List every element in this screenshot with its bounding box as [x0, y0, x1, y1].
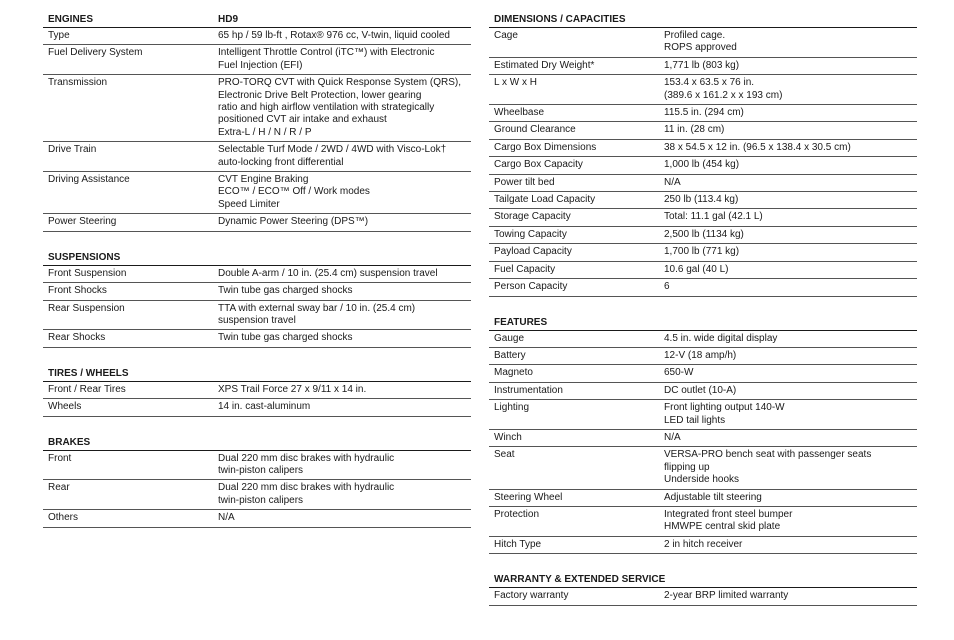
spec-label: Magneto [494, 367, 533, 379]
section-title: ENGINES [48, 14, 94, 25]
spec-value: 1,771 lb (803 kg) [664, 59, 740, 71]
spec-row [43, 480, 471, 510]
spec-label: Steering Wheel [494, 491, 563, 503]
spec-label: Driving Assistance [48, 174, 130, 186]
spec-value: Total: 11.1 gal (42.1 L) [664, 211, 763, 223]
spec-row [489, 58, 917, 75]
spec-value: N/A [664, 431, 681, 443]
spec-value: 65 hp / 59 lb-ft , Rotax® 976 cc, V-twin, liquid cooled [218, 30, 450, 41]
spec-row [489, 75, 917, 105]
spec-label: Front / Rear Tires [48, 383, 126, 395]
spec-row [489, 348, 917, 365]
section-features [489, 313, 917, 555]
spec-label: L x W x H [494, 77, 537, 89]
spec-value: Adjustable tilt steering [664, 491, 762, 503]
spec-label: Instrumentation [494, 384, 563, 396]
spec-label: Front Shocks [48, 285, 107, 297]
spec-value: Selectable Turf Mode / 2WD / 4WD with Visco-Lok† auto-locking front differential [218, 144, 447, 168]
spec-label: Tailgate Load Capacity [494, 194, 596, 206]
spec-value: N/A [218, 512, 235, 524]
spec-row [43, 75, 471, 142]
section-header [489, 570, 917, 588]
section-header [43, 248, 471, 266]
spec-label: Cargo Box Capacity [494, 159, 583, 171]
spec-label: Transmission [48, 77, 108, 89]
section-header [43, 433, 471, 451]
spec-row [489, 157, 917, 174]
spec-label: Towing Capacity [494, 228, 567, 240]
spec-value: Twin tube gas charged shocks [218, 332, 353, 344]
spec-value: 115.5 in. (294 cm) [664, 107, 744, 119]
spec-row [43, 142, 471, 172]
spec-row [489, 490, 917, 507]
spec-value: CVT Engine Braking ECO™ / ECO™ Off / Work modes Speed Limiter [218, 174, 370, 210]
spec-row [489, 209, 917, 226]
spec-label: Power tilt bed [494, 176, 555, 188]
spec-value: TTA with external sway bar / 10 in. (25.4 cm) suspension travel [218, 302, 416, 326]
spec-label: Estimated Dry Weight* [494, 59, 595, 71]
spec-value: 12-V (18 amp/h) [664, 349, 737, 361]
spec-label: Hitch Type [494, 538, 542, 550]
section-engines [43, 10, 471, 232]
spec-value: Profiled cage. ROPS approved [664, 30, 737, 54]
spec-row [43, 283, 471, 300]
spec-value: Integrated front steel bumper HMWPE central skid plate [664, 508, 793, 533]
spec-label: Rear Suspension [48, 302, 125, 314]
spec-row [489, 140, 917, 157]
spec-label: Front [48, 452, 72, 464]
spec-value: Twin tube gas charged shocks [218, 285, 353, 297]
spec-row [489, 105, 917, 122]
section-header [489, 313, 917, 331]
spec-value: 650-W [664, 367, 694, 379]
section-title: DIMENSIONS / CAPACITIES [494, 14, 626, 25]
spec-value: Front lighting output 140-W LED tail lights [664, 402, 785, 426]
spec-row [489, 28, 917, 58]
right-spec-column [489, 10, 917, 622]
spec-value: 10.6 gal (40 L) [664, 263, 729, 275]
section-title: TIRES / WHEELS [48, 367, 129, 379]
spec-label: Seat [494, 449, 515, 461]
spec-value: Double A-arm / 10 in. (25.4 cm) suspension travel [218, 267, 438, 279]
spec-value: N/A [664, 176, 681, 188]
spec-row [489, 192, 917, 209]
spec-row [489, 430, 917, 447]
spec-row [489, 244, 917, 261]
spec-value: 1,700 lb (771 kg) [664, 246, 740, 258]
spec-label: Wheelbase [494, 107, 545, 119]
spec-row [489, 400, 917, 430]
model-name: HD9 [218, 14, 239, 25]
spec-value: 6 [664, 281, 670, 293]
spec-value: 11 in. (28 cm) [664, 124, 725, 136]
section-title: WARRANTY & EXTENDED SERVICE [494, 574, 666, 586]
spec-row [489, 447, 917, 489]
section-header [43, 10, 471, 28]
spec-value: 250 lb (113.4 kg) [664, 194, 739, 206]
spec-value: 38 x 54.5 x 12 in. (96.5 x 138.4 x 30.5 cm) [664, 141, 851, 153]
spec-label: Rear [48, 482, 70, 494]
spec-value: 2,500 lb (1134 kg) [664, 228, 744, 240]
spec-row [489, 507, 917, 537]
spec-label: Wheels [48, 401, 82, 413]
spec-value: 2 in hitch receiver [664, 538, 743, 550]
spec-label: Factory warranty [494, 590, 569, 602]
spec-value: 1,000 lb (454 kg) [664, 159, 740, 171]
spec-row [489, 279, 917, 296]
spec-row [489, 383, 917, 400]
spec-label: Cage [494, 30, 518, 41]
spec-label: Ground Clearance [494, 124, 576, 136]
spec-label: Front Suspension [48, 267, 127, 279]
spec-row [43, 451, 471, 481]
spec-label: Lighting [494, 402, 530, 414]
spec-row [43, 214, 471, 231]
spec-label: Cargo Box Dimensions [494, 141, 597, 153]
section-tires-wheels [43, 364, 471, 417]
spec-row [43, 382, 471, 399]
spec-label: Storage Capacity [494, 211, 571, 223]
spec-row [489, 227, 917, 244]
spec-label: Protection [494, 508, 540, 520]
spec-row [43, 330, 471, 347]
spec-value: Intelligent Throttle Control (iTC™) with Electronic Fuel Injection (EFI) [218, 47, 435, 71]
section-warranty-extended-service [489, 570, 917, 605]
section-title: BRAKES [48, 436, 91, 448]
spec-value: Dynamic Power Steering (DPS™) [218, 216, 369, 228]
spec-row [489, 537, 917, 554]
spec-value: DC outlet (10-A) [664, 384, 737, 396]
spec-row [43, 301, 471, 331]
spec-row [489, 175, 917, 192]
spec-row [489, 588, 917, 605]
spec-value: 153.4 x 63.5 x 76 in. (389.6 x 161.2 x x 193 cm) [664, 77, 783, 101]
spec-label: Others [48, 512, 79, 524]
spec-label: Rear Shocks [48, 332, 106, 344]
spec-row [43, 399, 471, 416]
spec-row [43, 45, 471, 75]
spec-value: 4.5 in. wide digital display [664, 332, 778, 344]
spec-label: Power Steering [48, 216, 117, 228]
spec-row [43, 510, 471, 527]
section-brakes [43, 433, 471, 528]
spec-label: Winch [494, 431, 522, 443]
spec-row [489, 365, 917, 382]
spec-row [43, 172, 471, 214]
spec-row [489, 262, 917, 279]
spec-value: 2-year BRP limited warranty [664, 590, 789, 602]
spec-value: PRO-TORQ CVT with Quick Response System (QRS), Electronic Drive Belt Protection, lower gearing ratio and high airflow ventilation with strategically positioned CVT air intake and exhaust Extra-L / H / N / R / P [218, 77, 462, 138]
section-dimensions-capacities [489, 10, 917, 297]
spec-value: 14 in. cast-aluminum [218, 401, 311, 413]
spec-label: Battery [494, 349, 526, 361]
section-title: SUSPENSIONS [48, 251, 121, 263]
spec-label: Person Capacity [494, 281, 568, 293]
section-header [489, 10, 917, 28]
spec-value: Dual 220 mm disc brakes with hydraulic twin-piston calipers [218, 452, 395, 476]
spec-row [489, 122, 917, 139]
spec-label: Payload Capacity [494, 246, 572, 258]
spec-value: XPS Trail Force 27 x 9/11 x 14 in. [218, 383, 367, 395]
spec-label: Type [48, 30, 70, 41]
spec-label: Drive Train [48, 144, 97, 156]
spec-row [489, 331, 917, 348]
section-suspensions [43, 248, 471, 348]
spec-row [43, 266, 471, 283]
section-title: FEATURES [494, 316, 548, 328]
left-spec-column [43, 10, 471, 544]
spec-row [43, 28, 471, 45]
spec-value: VERSA-PRO bench seat with passenger seats flipping up Underside hooks [664, 449, 872, 486]
spec-label: Fuel Delivery System [48, 47, 143, 59]
spec-label: Gauge [494, 332, 525, 344]
section-header [43, 364, 471, 382]
spec-label: Fuel Capacity [494, 263, 556, 275]
spec-value: Dual 220 mm disc brakes with hydraulic twin-piston calipers [218, 482, 395, 506]
